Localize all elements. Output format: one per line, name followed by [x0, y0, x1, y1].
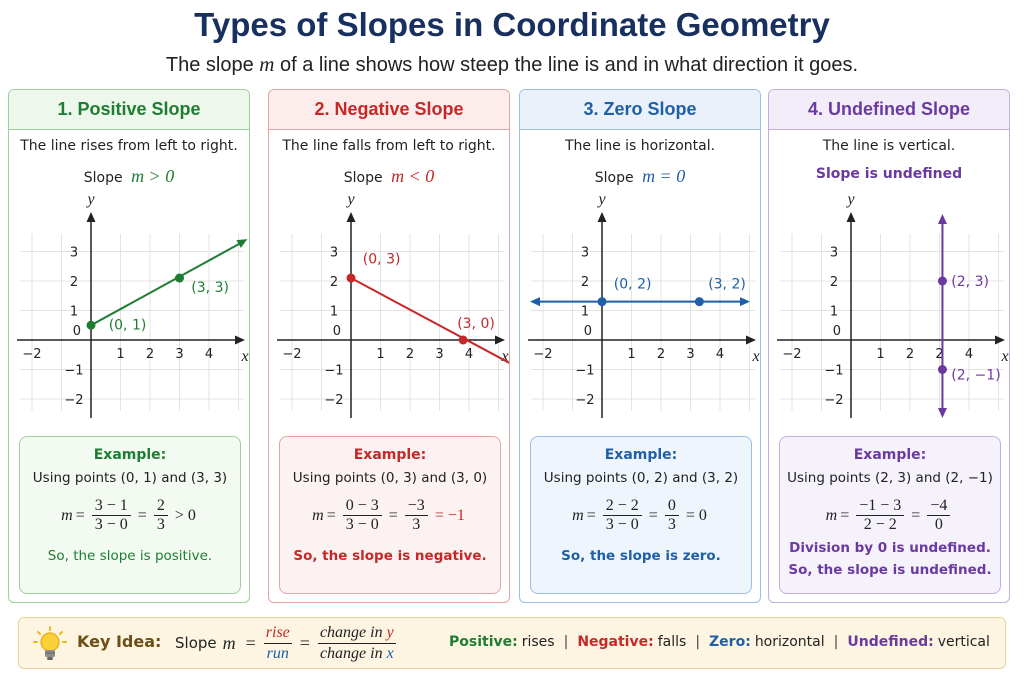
x-tick-label: 3 [175, 347, 184, 362]
slope-condition [520, 166, 760, 187]
data-point [347, 274, 356, 283]
example-conclusion [280, 545, 500, 567]
y-tick-label: −2 [824, 393, 844, 408]
fraction-numerator: 2 [154, 497, 168, 516]
conclusion-line: So, the slope is positive. [47, 548, 213, 564]
conclusion-line: Division by 0 is undefined. [789, 540, 991, 556]
slope-calculation: m = $\frac{0 - 3}{3 - 0}$ = $\frac{-3}{3}$ = −1 [312, 497, 465, 533]
y-tick-label: 2 [580, 275, 590, 290]
lightbulb-icon [33, 626, 67, 666]
y-tick-label: 3 [829, 245, 839, 261]
coordinate-graph [9, 190, 250, 426]
fraction-denominator: 0 [934, 516, 943, 533]
slope-variable: m [825, 506, 838, 524]
slope-expression: m = 0 [642, 166, 686, 186]
x-tick-label: 4 [464, 347, 474, 362]
page-title: Types of Slopes in Coordinate Geometry [194, 6, 830, 43]
x-tick-label: 2 [935, 347, 944, 362]
change-fraction [318, 623, 396, 664]
conclusion-line: So, the slope is negative. [293, 548, 487, 564]
origin-label: 0 [583, 324, 592, 339]
x-tick-label: 2 [656, 347, 666, 362]
y-tick-label: −1 [575, 363, 595, 379]
rise-label: rise [264, 623, 292, 644]
x-tick-label: −2 [782, 347, 802, 362]
data-point [459, 336, 468, 345]
x-tick-label: 3 [686, 347, 695, 362]
example-conclusion [531, 545, 751, 567]
slope-expression: m < 0 [391, 166, 435, 186]
data-point [598, 297, 607, 306]
y-tick-label: 3 [580, 245, 590, 261]
slope-prefix: Slope [594, 170, 634, 186]
y-tick-label: 2 [829, 275, 839, 290]
result-fraction [665, 497, 679, 534]
y-tick-label: 1 [580, 304, 590, 320]
data-point [938, 277, 947, 286]
result-fraction [405, 497, 428, 534]
y-axis-arrow-icon [347, 212, 356, 222]
data-point [695, 297, 704, 306]
x-tick-label: 1 [116, 347, 125, 362]
y-tick-label: 1 [69, 304, 79, 320]
subtitle-text-start: The slope [165, 54, 260, 76]
x-tick-label: 1 [876, 347, 885, 362]
equals-sign: = [245, 632, 256, 653]
coordinate-graph [269, 190, 510, 426]
example-points: Using points (0, 2) and (3, 2) [543, 470, 739, 486]
x-axis-label: x [752, 348, 760, 365]
difference-fraction [343, 497, 382, 534]
example-title: Example: [853, 447, 927, 463]
example-box [19, 436, 241, 594]
point-label: (3, 2) [708, 276, 746, 293]
y-axis-label: y [598, 191, 606, 208]
fraction-denominator: 2 − 2 [863, 516, 897, 533]
y-tick-label: 1 [829, 304, 839, 320]
panel-zero-slope [519, 89, 761, 603]
difference-fraction [603, 497, 642, 534]
line-arrow-down-icon [938, 408, 947, 418]
data-point [175, 274, 184, 283]
x-axis-label: x [501, 348, 509, 365]
fraction-numerator: −3 [405, 497, 428, 516]
point-label: (3, 3) [191, 280, 229, 297]
slope-variable: m [572, 506, 584, 524]
panel-description: The line is vertical. [822, 138, 956, 154]
coordinate-graph [520, 190, 761, 426]
key-idea-box [18, 617, 1006, 669]
y-tick-label: −1 [64, 363, 84, 379]
panel-description: The line falls from left to right. [282, 138, 496, 154]
conclusion-line: So, the slope is zero. [561, 548, 721, 564]
panel-description: The line rises from left to right. [20, 138, 238, 154]
slope-variable: m [222, 632, 236, 653]
example-points: Using points (2, 3) and (2, −1) [787, 470, 993, 486]
point-label: (2, −1) [951, 367, 1001, 384]
fraction-denominator: 3 [667, 516, 676, 533]
origin-label: 0 [72, 324, 81, 339]
x-tick-label: 2 [905, 347, 915, 362]
coordinate-graph [769, 190, 1010, 426]
y-axis-arrow-icon [598, 212, 607, 222]
separator: | [695, 634, 701, 650]
fraction-denominator: 3 − 0 [605, 516, 639, 533]
panel-heading: 1. Positive Slope [9, 90, 249, 130]
summary-text: horizontal [754, 634, 825, 650]
separator: | [563, 634, 569, 650]
y-tick-label: −2 [324, 393, 344, 408]
line-arrow-up-icon [938, 214, 947, 224]
panel-description: The line is horizontal. [564, 138, 716, 154]
slope-variable: m [312, 506, 324, 524]
summary-text: vertical [937, 634, 990, 650]
line-arrow-left-icon [530, 297, 540, 306]
point-label: (2, 3) [951, 274, 989, 290]
x-axis-arrow-icon [746, 336, 756, 345]
example-box [779, 436, 1001, 594]
summary-label: Undefined: [847, 634, 934, 650]
example-box [530, 436, 752, 594]
subtitle-text-end: of a line shows how steep the line is and in what direction it goes. [274, 54, 859, 76]
y-tick-label: 1 [329, 304, 339, 320]
example-box [279, 436, 501, 594]
slope-condition [269, 166, 509, 187]
fraction-numerator: 3 − 1 [92, 497, 131, 516]
summary-text: rises [521, 634, 555, 650]
x-tick-label: −2 [22, 347, 42, 362]
y-tick-label: −2 [575, 393, 595, 408]
origin-label: 0 [832, 324, 841, 339]
panel-undefined-slope [768, 89, 1010, 603]
summary-label: Positive: [449, 634, 518, 650]
key-idea-title: Key Idea: [77, 632, 162, 651]
separator: | [833, 634, 839, 650]
x-tick-label: 2 [405, 347, 415, 362]
point-label: (0, 1) [108, 317, 147, 334]
example-conclusion [20, 545, 240, 567]
x-tick-label: 1 [627, 347, 636, 362]
y-axis-arrow-icon [87, 212, 96, 222]
y-tick-label: −1 [824, 363, 844, 379]
x-axis-arrow-icon [495, 336, 505, 345]
panel-heading: 3. Zero Slope [520, 90, 760, 130]
point-label: (3, 0) [457, 316, 495, 333]
y-tick-label: 2 [69, 275, 79, 290]
slope-calculation: m = $\frac{2 - 2}{3 - 0}$ = $\frac{0}{3}$ = 0 [572, 497, 707, 533]
x-tick-label: −2 [533, 347, 553, 362]
fraction-numerator: 0 − 3 [343, 497, 382, 516]
example-title: Example: [353, 447, 427, 463]
slope-prefix: Slope [83, 170, 123, 186]
y-tick-label: 3 [69, 245, 79, 261]
y-axis-label: y [847, 191, 855, 208]
equation-tail: > 0 [174, 506, 196, 524]
slope-condition [769, 166, 1009, 182]
fraction-numerator: −1 − 3 [856, 497, 904, 516]
rise-over-run-fraction [264, 623, 292, 664]
panel-heading: 4. Undefined Slope [769, 90, 1009, 130]
x-tick-label: 4 [964, 347, 974, 362]
x-axis-label: x [241, 348, 249, 365]
change-in-y: change in y [318, 623, 396, 644]
y-tick-label: −1 [324, 363, 344, 379]
conclusion-line: So, the slope is undefined. [788, 562, 992, 578]
page-subtitle [0, 52, 1024, 77]
slope-prefix: Slope [343, 170, 383, 186]
fraction-denominator: 3 − 0 [94, 516, 128, 533]
result-fraction [927, 497, 950, 534]
panel-heading: 2. Negative Slope [269, 90, 509, 130]
equation-tail: = −1 [434, 506, 465, 524]
x-tick-label: 2 [145, 347, 155, 362]
fraction-denominator: 3 [156, 516, 165, 533]
data-point [87, 321, 96, 330]
change-in-x: change in x [319, 644, 394, 662]
x-tick-label: 4 [715, 347, 725, 362]
run-label: run [266, 644, 289, 662]
x-axis-arrow-icon [995, 336, 1005, 345]
subtitle-slope-variable: m [259, 52, 275, 76]
example-title: Example: [93, 447, 167, 463]
result-fraction [154, 497, 168, 534]
slope-word: Slope [175, 634, 217, 652]
slope-formula [175, 620, 400, 666]
y-axis-arrow-icon [847, 212, 856, 222]
example-conclusion [780, 537, 1000, 581]
example-points: Using points (0, 3) and (3, 0) [292, 470, 488, 486]
panel-negative-slope [268, 89, 510, 603]
origin-label: 0 [332, 324, 341, 339]
panel-positive-slope [8, 89, 250, 603]
data-point [938, 365, 947, 374]
y-tick-label: 2 [329, 275, 339, 290]
y-tick-label: −2 [64, 393, 84, 408]
summary-label: Negative: [577, 634, 654, 650]
x-axis-label: x [1001, 348, 1009, 365]
slope-type-summary [449, 634, 990, 650]
difference-fraction [92, 497, 131, 534]
x-axis-arrow-icon [235, 336, 245, 345]
fraction-denominator: 3 [412, 516, 421, 533]
fraction-numerator: −4 [927, 497, 950, 516]
slope-calculation: m = $\frac{3 - 1}{3 - 0}$ = $\frac{2}{3}$ > 0 [61, 497, 196, 533]
slope-calculation: m = $\frac{-1 - 3}{2 - 2}$ = $\frac{-4}{0}$ [780, 497, 1000, 534]
fraction-numerator: 0 [665, 497, 679, 516]
slope-expression: Slope is undefined [815, 166, 963, 182]
line-arrow-right-icon [740, 297, 750, 306]
x-tick-label: 1 [376, 347, 385, 362]
y-tick-label: 3 [329, 245, 339, 261]
slope-variable: m [61, 506, 73, 524]
equation-tail: = 0 [685, 506, 707, 524]
example-title: Example: [604, 447, 678, 463]
point-label: (0, 2) [613, 276, 652, 293]
fraction-denominator: 3 − 0 [345, 516, 379, 533]
x-tick-label: 3 [435, 347, 444, 362]
y-axis-label: y [347, 191, 355, 208]
x-tick-label: −2 [282, 347, 302, 362]
equals-sign: = [299, 632, 310, 653]
difference-fraction [856, 497, 904, 534]
fraction-numerator: 2 − 2 [603, 497, 642, 516]
summary-text: falls [657, 634, 687, 650]
x-tick-label: 4 [204, 347, 214, 362]
point-label: (0, 3) [362, 251, 401, 268]
summary-label: Zero: [709, 634, 751, 650]
example-points: Using points (0, 1) and (3, 3) [32, 470, 228, 486]
slope-expression: m > 0 [131, 166, 175, 186]
y-axis-label: y [87, 191, 95, 208]
slope-condition [9, 166, 249, 187]
